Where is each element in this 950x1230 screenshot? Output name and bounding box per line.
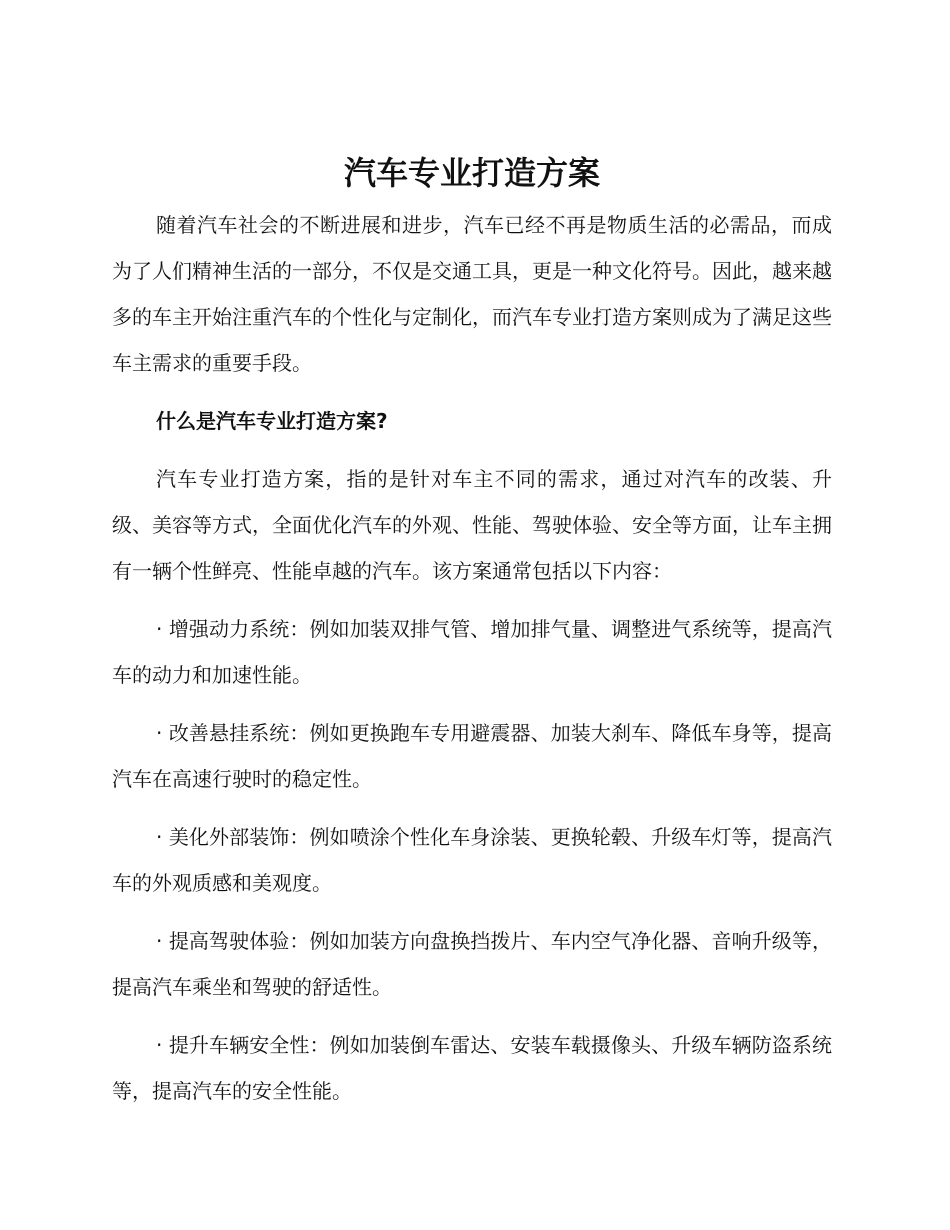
list-item: · 增强动力系统：例如加装双排气管、增加排气量、调整进气系统等，提高汽车的动力和加速性能。 — [112, 617, 832, 687]
definition-paragraph: 汽车专业打造方案，指的是针对车主不同的需求，通过对汽车的改装、升级、美容等方式，全面优化汽车的外观、性能、驾驶体验、安全等方面，让车主拥有一辆个性鲜亮、性能卓越的汽车。该方案通常包括以下内容： — [112, 467, 832, 583]
document-body — [112, 146, 832, 1114]
section-heading: 什么是汽车专业打造方案? — [156, 409, 388, 433]
document-title: 汽车专业打造方案 — [343, 154, 600, 192]
list-item: · 美化外部装饰：例如喷涂个性化车身涂装、更换轮毂、升级车灯等，提高汽车的外观质感和美观度。 — [112, 825, 832, 895]
list-item: · 提高驾驶体验：例如加装方向盘换挡拨片、车内空气净化器、音响升级等，提高汽车乘坐和驾驶的舒适性。 — [112, 929, 832, 999]
intro-paragraph: 随着汽车社会的不断进展和进步，汽车已经不再是物质生活的必需品，而成为了人们精神生活的一部分，不仅是交通工具，更是一种文化符号。因此，越来越多的车主开始注重汽车的个性化与定制化，而汽车专业打造方案则成为了满足这些车主需求的重要手段。 — [112, 213, 832, 375]
list-item: · 提升车辆安全性：例如加装倒车雷达、安装车载摄像头、升级车辆防盗系统等，提高汽车的安全性能。 — [112, 1033, 832, 1103]
list-item: · 改善悬挂系统：例如更换跑车专用避震器、加装大刹车、降低车身等，提高汽车在高速行驶时的稳定性。 — [112, 721, 832, 791]
